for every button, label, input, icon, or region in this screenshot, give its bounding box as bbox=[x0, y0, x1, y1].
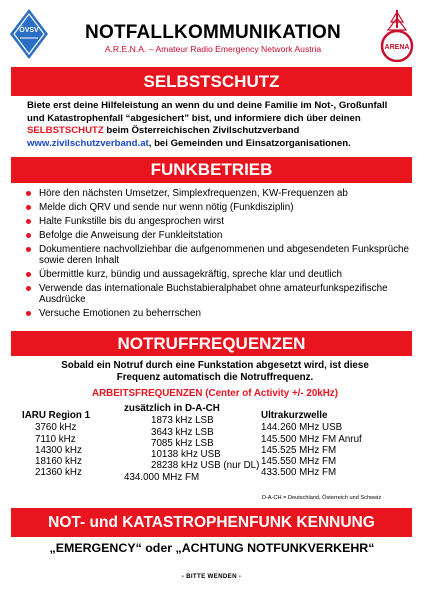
bullet-icon bbox=[26, 191, 31, 196]
kennung-heading: NOT- und KATASTROPHENFUNK KENNUNG bbox=[48, 514, 375, 531]
frequency-value: 145.550 MHz FM bbox=[261, 456, 337, 468]
arena-logo-icon bbox=[378, 8, 416, 62]
list-item: Höre den nächsten Umsetzer, Simplexfrequenzen, KW-Frequenzen ab bbox=[26, 188, 411, 200]
funkbetrieb-banner bbox=[11, 157, 412, 183]
bullet-icon bbox=[26, 219, 31, 224]
frequency-value: 144.260 MHz USB bbox=[261, 422, 343, 434]
list-item: Halte Funkstille bis du angesprochen wirst bbox=[26, 216, 411, 228]
frequency-value: 145.525 MHz FM bbox=[261, 444, 337, 456]
notruffrequenzen-heading: NOTRUFFREQUENZEN bbox=[117, 334, 306, 353]
frequency-value: 145.500 MHz FM Anruf bbox=[261, 433, 362, 445]
ukw-column bbox=[261, 410, 362, 479]
notruf-intro: Sobald ein Notruf durch eine Funkstation abgesetzt wird, ist diese Frequenz automatisch die Notruffrequenz. bbox=[61, 360, 369, 383]
arena-logo-text: ARENA bbox=[384, 44, 410, 51]
list-item: Dokumentiere nachvollziehbar die aufgenommenen und abgesendeten Funksprüche sowie deren Inhalt bbox=[26, 244, 411, 267]
bullet-icon bbox=[26, 247, 31, 252]
page-subtitle: A.R.E.N.A. – Amateur Radio Emergency Network Austria bbox=[104, 44, 322, 54]
frequency-value: 3643 kHz LSB bbox=[151, 426, 214, 438]
selbstschutz-heading: SELBSTSCHUTZ bbox=[143, 72, 280, 91]
frequency-value: 434.000 MHz FM bbox=[124, 471, 200, 483]
bitte-wenden-footer: - BITTE WENDEN - bbox=[181, 573, 242, 580]
frequency-value: 21360 kHz bbox=[35, 467, 82, 479]
frequency-value: 7085 kHz LSB bbox=[151, 437, 214, 449]
frequency-value: 7110 kHz bbox=[35, 433, 76, 445]
frequency-value: 14300 kHz bbox=[35, 444, 82, 456]
dach-footnote: D-A-CH = Deutschland, Österreich und Schweiz bbox=[262, 495, 382, 501]
dach-column bbox=[124, 403, 259, 483]
page-title: NOTFALLKOMMUNIKATION bbox=[85, 22, 341, 43]
list-item: Befolge die Anweisung der Funkleitstation bbox=[26, 230, 411, 242]
frequency-value: 3760 kHz bbox=[35, 422, 77, 434]
svg-text:ÖVSV: ÖVSV bbox=[19, 27, 39, 34]
emergency-callout: „EMERGENCY“ oder „ACHTUNG NOTFUNKVERKEHR“ bbox=[49, 541, 375, 555]
selbstschutz-banner bbox=[11, 67, 412, 96]
frequency-value: 28238 kHz USB (nur DL) bbox=[151, 460, 260, 472]
dach-header: zusätzlich in D-A-CH bbox=[124, 403, 220, 414]
bullet-icon bbox=[26, 272, 31, 277]
bullet-icon bbox=[26, 205, 31, 210]
frequency-value: 1873 kHz LSB bbox=[151, 415, 214, 427]
frequency-value: 18160 kHz bbox=[35, 456, 82, 468]
list-item: Übermittle kurz, bündig und aussagekräftig, spreche klar und deutlich bbox=[26, 269, 411, 281]
zivilschutzverband-link[interactable]: www.zivilschutzverband.at bbox=[27, 137, 149, 149]
selbstschutz-highlight: SELBSTSCHUTZ bbox=[27, 125, 104, 137]
bullet-icon bbox=[26, 233, 31, 238]
iaru-header: IARU Region 1 bbox=[22, 410, 91, 421]
list-item: Melde dich QRV und sende nur wenn nötig (Funkdisziplin) bbox=[26, 202, 411, 214]
bullet-icon bbox=[26, 311, 31, 316]
list-item: Versuche Emotionen zu beherrschen bbox=[26, 308, 411, 320]
selbstschutz-text: Biete erst deine Hilfeleistung an wenn du und deine Familie im Not-, Großunfall und Katastrophenfall “abgesichert” bist, und informiere dich über deinen SELBSTSCHUTZ beim Österreichischen Zivilschutzverband www.zivilschutzverband.at, bei Gemeinden und Einsatzorganisationen. bbox=[27, 100, 388, 149]
kennung-banner bbox=[11, 508, 412, 537]
frequency-value: 433.500 MHz FM bbox=[261, 467, 337, 479]
iaru-column bbox=[22, 410, 90, 479]
funkbetrieb-list bbox=[26, 188, 411, 322]
notruffrequenzen-banner bbox=[11, 331, 412, 356]
funkbetrieb-heading: FUNKBETRIEB bbox=[150, 160, 273, 179]
frequency-value: 10138 kHz USB bbox=[151, 449, 221, 461]
ukw-header: Ultrakurzwelle bbox=[261, 410, 328, 421]
bullet-icon bbox=[26, 286, 31, 291]
list-item: Verwende das internationale Buchstabieralphabet ohne amateurfunkspezifische Ausdrücke bbox=[26, 283, 411, 306]
arbeitsfrequenzen-heading: ARBEITSFREQUENZEN (Center of Activity +/- 20kHz) bbox=[92, 388, 338, 399]
oevsv-diamond-logo-icon bbox=[9, 8, 49, 60]
